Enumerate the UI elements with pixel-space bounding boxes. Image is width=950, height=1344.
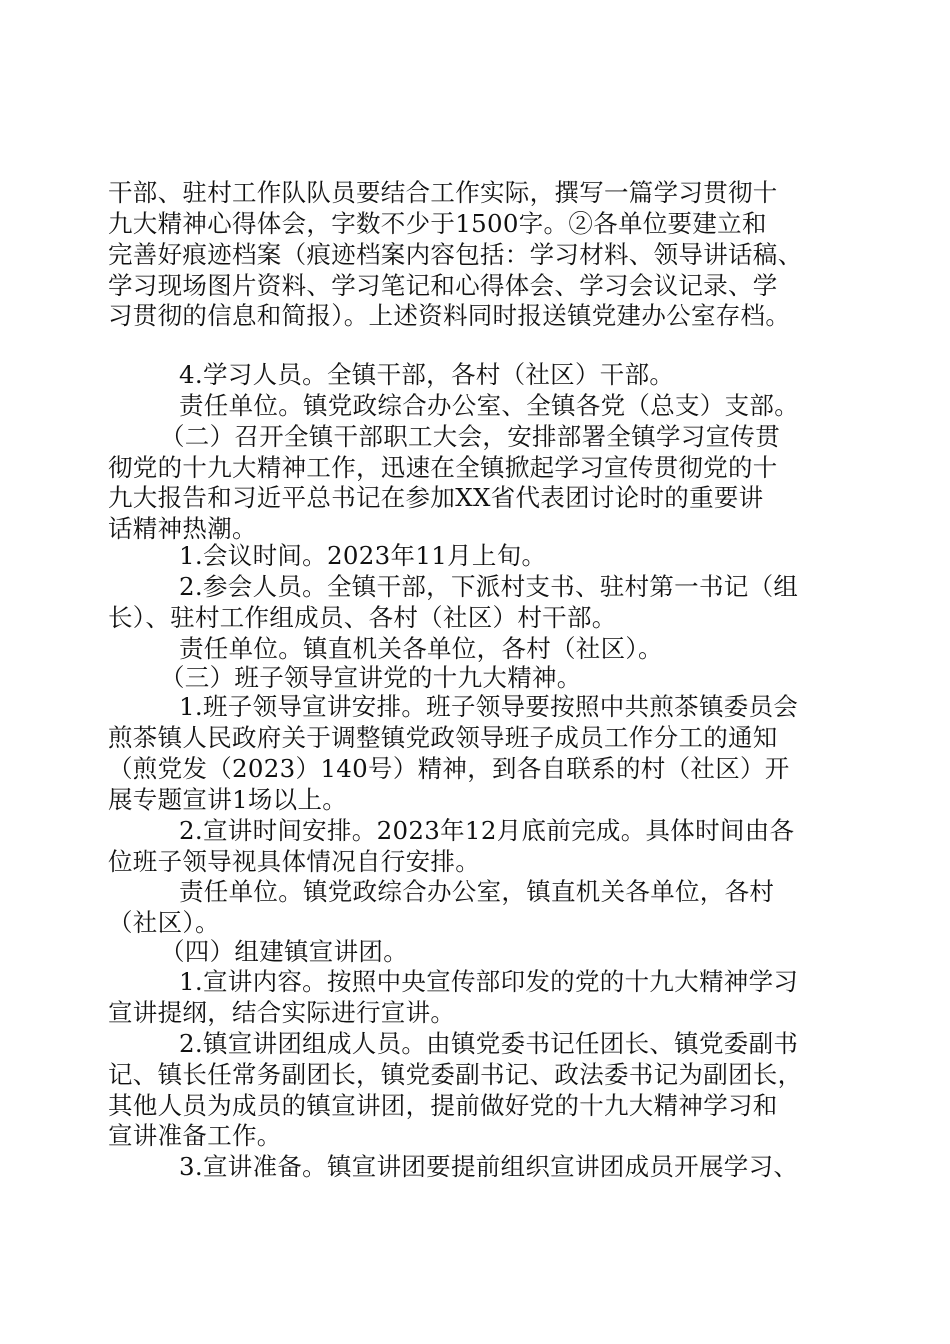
text-line: 4.学习人员。全镇干部，各村（社区）干部。	[179, 360, 675, 389]
text-line: 宣讲提纲，结合实际进行宣讲。	[108, 998, 456, 1027]
text-line: 学习现场图片资料、学习笔记和心得体会、学习会议记录、学	[108, 271, 778, 300]
text-line: 习贯彻的信息和简报）。上述资料同时报送镇党建办公室存档。	[108, 301, 791, 330]
text-line: 彻党的十九大精神工作，迅速在全镇掀起学习宣传贯彻党的十	[108, 453, 778, 482]
text-line: 1.会议时间。2023年11月上旬。	[179, 541, 547, 570]
text-line: （三）班子领导宣讲党的十九大精神。	[160, 663, 582, 692]
text-line: 责任单位。镇直机关各单位，各村（社区）。	[179, 634, 663, 663]
text-line: （煎党发（2023）140号）精神，到各自联系的村（社区）开	[108, 754, 790, 783]
text-line: 话精神热潮。	[108, 514, 257, 543]
text-line: 记、镇长任常务副团长，镇党委副书记、政法委书记为副团长，	[108, 1060, 803, 1089]
text-line: 其他人员为成员的镇宣讲团，提前做好党的十九大精神学习和	[108, 1091, 778, 1120]
text-line: 宣讲准备工作。	[108, 1121, 282, 1150]
text-line: 完善好痕迹档案（痕迹档案内容包括：学习材料、领导讲话稿、	[108, 240, 803, 269]
text-line: 3.宣讲准备。镇宣讲团要提前组织宣讲团成员开展学习、	[179, 1152, 799, 1181]
text-line: 责任单位。镇党政综合办公室，镇直机关各单位，各村	[179, 877, 775, 906]
text-line: 1.宣讲内容。按照中央宣传部印发的党的十九大精神学习	[179, 967, 799, 996]
text-line: （社区）。	[108, 908, 220, 937]
text-line: 展专题宣讲1场以上。	[108, 785, 348, 814]
text-line: 责任单位。镇党政综合办公室、全镇各党（总支）支部。	[179, 391, 799, 420]
text-line: 2.宣讲时间安排。2023年12月底前完成。具体时间由各	[179, 816, 795, 845]
text-line: 干部、驻村工作队队员要结合工作实际，撰写一篇学习贯彻十	[108, 178, 778, 207]
text-line: （四）组建镇宣讲团。	[160, 937, 408, 966]
text-line: 九大精神心得体会，字数不少于1500字。②各单位要建立和	[108, 209, 767, 238]
text-line: 位班子领导视具体情况自行安排。	[108, 847, 480, 876]
text-line: 2.镇宣讲团组成人员。由镇党委书记任团长、镇党委副书	[179, 1029, 799, 1058]
text-line: 九大报告和习近平总书记在参加XX省代表团讨论时的重要讲	[108, 483, 764, 512]
text-line: 1.班子领导宣讲安排。班子领导要按照中共煎茶镇委员会	[179, 692, 799, 721]
text-line: （二）召开全镇干部职工大会，安排部署全镇学习宣传贯	[160, 422, 780, 451]
text-line: 煎茶镇人民政府关于调整镇党政领导班子成员工作分工的通知	[108, 723, 778, 752]
text-line: 长）、驻村工作组成员、各村（社区）村干部。	[108, 603, 617, 632]
text-line: 2.参会人员。全镇干部，下派村支书、驻村第一书记（组	[179, 572, 799, 601]
